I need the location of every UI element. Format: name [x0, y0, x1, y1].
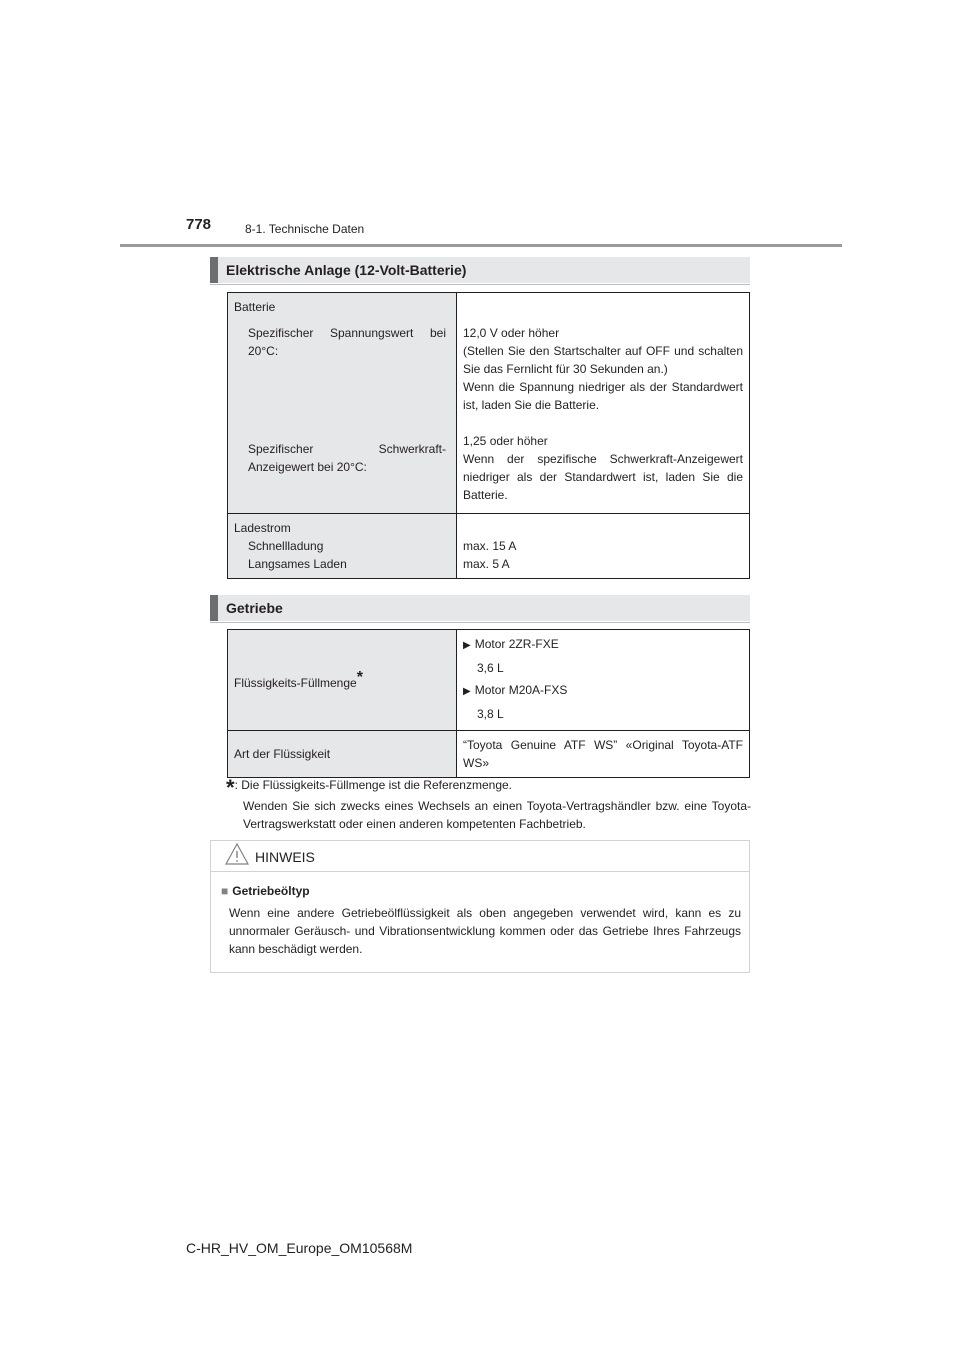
charge-label: Ladestrom: [234, 521, 291, 535]
electrical-table: [227, 292, 750, 579]
header-rule: [120, 244, 842, 247]
fast-charge-label: Schnellladung: [248, 539, 324, 553]
footnote-star: *: [226, 775, 235, 800]
gravity-advice: Wenn der spezifische Schwerkraft-Anzeigewert niedriger als der Standardwert ist, laden Sie die Batterie.: [463, 452, 743, 502]
voltage-advice: Wenn die Spannung niedriger als der Standardwert ist, laden Sie die Batterie.: [463, 380, 743, 412]
document-id: C-HR_HV_OM_Europe_OM10568M: [186, 1240, 413, 1256]
voltage-note: (Stellen Sie den Startschalter auf OFF und schalten Sie das Fernlicht für 30 Sekunden an.): [463, 344, 743, 376]
table-row: [228, 731, 750, 778]
gravity-label: Spezifischer Schwerkraft-Anzeigewert bei 20°C:: [248, 442, 446, 474]
footnote-line1: : Die Flüssigkeits-Füllmenge ist die Referenzmenge.: [234, 778, 513, 792]
notice-box: [210, 840, 750, 973]
chapter-title: 8-1. Technische Daten: [245, 222, 365, 236]
footnote: [226, 776, 751, 833]
engine1-label: Motor 2ZR-FXE: [474, 637, 559, 651]
charge-label-cell: [228, 514, 457, 579]
slow-charge-value: max. 5 A: [463, 557, 510, 571]
fill-asterisk: *: [356, 668, 363, 686]
notice-text: Wenn eine andere Getriebeölflüssigkeit als oben angegeben verwendet wird, kann es zu unnormaler Geräusch- und Vibrationsentwicklung kommen oder das Getriebe Ihres Fahrzeugs kann beschädigt werden.: [229, 906, 741, 956]
engine2-label: Motor M20A-FXS: [474, 683, 568, 697]
fill-label: Flüssigkeits-Füllmenge: [234, 675, 357, 690]
fast-charge-value: max. 15 A: [463, 539, 517, 553]
triangle-right-icon: ▶: [463, 686, 471, 697]
section-title-electrical: Elektrische Anlage (12-Volt-Batterie): [210, 257, 750, 283]
fluid-type-label: Art der Flüssigkeit: [234, 747, 331, 761]
table-row: [228, 514, 750, 579]
charge-value-cell: [457, 514, 750, 579]
fill-value-cell: [457, 630, 750, 731]
table-row: [228, 630, 750, 731]
battery-value-cell: [457, 293, 750, 514]
triangle-right-icon: ▶: [463, 640, 471, 651]
notice-header: [211, 841, 749, 872]
battery-label: Batterie: [234, 300, 276, 314]
fill-label-cell: [228, 630, 457, 731]
fluid-type-label-cell: [228, 731, 457, 778]
engine1-value: 3,6 L: [477, 661, 504, 675]
page-number: 778: [186, 216, 212, 233]
notice-item: [211, 872, 749, 958]
square-bullet-icon: ■: [221, 884, 229, 898]
notice-title: HINWEIS: [255, 849, 315, 865]
table-row: [228, 293, 750, 514]
section-title-transmission: Getriebe: [210, 595, 750, 621]
notice-heading: Getriebeöltyp: [232, 884, 310, 898]
voltage-value: 12,0 V oder höher: [463, 326, 560, 340]
transmission-table: [227, 629, 750, 778]
warning-triangle-icon: [225, 843, 249, 876]
fluid-type-value: “Toyota Genuine ATF WS” «Original Toyota-ATF WS»: [457, 731, 750, 778]
footnote-line2: Wenden Sie sich zwecks eines Wechsels an einen Toyota-Vertragshändler bzw. eine Toyota-Vertragswerkstatt oder einen anderen kompetenten Fachbetrieb.: [243, 799, 751, 831]
engine2-value: 3,8 L: [477, 707, 504, 721]
voltage-label: Spezifischer Spannungswert bei 20°C:: [248, 326, 446, 358]
gravity-value: 1,25 oder höher: [463, 434, 548, 448]
slow-charge-label: Langsames Laden: [248, 557, 347, 571]
battery-label-cell: [228, 293, 457, 514]
